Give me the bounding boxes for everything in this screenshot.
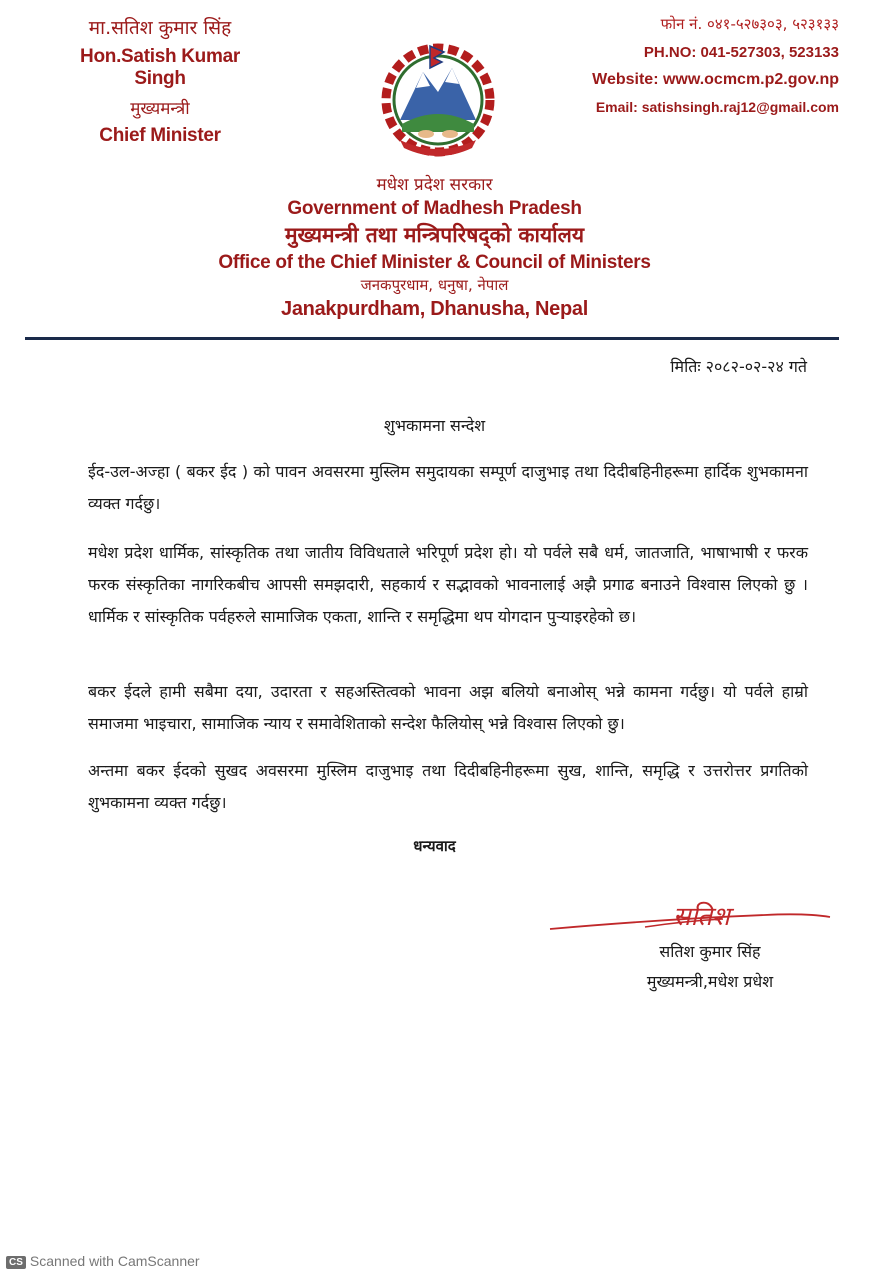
letter-date: मितिः २०८२-०२-२४ गते [670, 357, 807, 376]
phone-en: PH.NO: 041-527303, 523133 [643, 44, 839, 61]
header-left [60, 14, 260, 147]
signature-handwritten: सतिश [673, 902, 730, 932]
header-divider [25, 337, 839, 340]
camscanner-watermark [6, 1253, 200, 1269]
signature-icon [545, 895, 835, 940]
phone-np: फोन नं. ०४१-५२७३०३, ५२३१३३ [660, 15, 839, 33]
paragraph-3: बकर ईदले हामी सबैमा दया, उदारता र सहअस्तित्वको भावना अझ बलियो बनाओस् भन्ने कामना गर्दछु। यो पर्वले हाम्रो समाजमा भाइचारा, सामाजिक न्याय र समावेशिताको सन्देश फैलियोस् भन्ने विश्वास लिएको छु। [88, 682, 808, 733]
place-en: Janakpurdham, Dhanusha, Nepal [281, 298, 588, 320]
minister-name-en: Hon.Satish Kumar Singh [80, 46, 240, 89]
website-link[interactable]: Website: www.ocmcm.p2.gov.np [592, 71, 839, 88]
camscanner-icon: CS [6, 1256, 26, 1269]
paragraph-1: ईद-उल-अज्हा ( बकर ईद ) को पावन अवसरमा मुस्लिम समुदायका सम्पूर्ण दाजुभाइ तथा दिदीबहिनीहरूमा हार्दिक शुभकामना व्यक्त गर्दछु। [88, 462, 808, 513]
signatory-designation: मुख्यमन्त्री,मधेश प्रधेश [646, 972, 774, 991]
office-np: मुख्यमन्त्री तथा मन्त्रिपरिषद्को कार्यालय [284, 223, 585, 247]
signatory-name: सतिश कुमार सिंह [659, 942, 761, 961]
minister-title-np: मुख्यमन्त्री [130, 99, 190, 119]
government-np: मधेश प्रदेश सरकार [376, 175, 493, 195]
minister-title-en: Chief Minister [99, 125, 221, 146]
nepal-emblem-icon [378, 40, 498, 158]
minister-name-np: मा.सतिश कुमार सिंह [88, 17, 232, 39]
header-center [0, 172, 869, 321]
office-en: Office of the Chief Minister & Council of Ministers [218, 252, 651, 273]
paragraph-2: मधेश प्रदेश धार्मिक, सांस्कृतिक तथा जातीय विविधताले भरिपूर्ण प्रदेश हो। यो पर्वले सबै धर्म, जातजाति, भाषाभाषी र फरक फरक संस्कृतिका नागरिकबीच आपसी समझदारी, सहकार्य र सद्भावको भावनालाई अझै प्रगाढ बनाउने विश्वास लिएको छु । धार्मिक र सांस्कृतिक पर्वहरुले सामाजिक एकता, शान्ति र समृद्धिमा थप योगदान पुऱ्याइरहेको छ। [88, 543, 808, 626]
email-link[interactable]: Email: satishsingh.raj12@gmail.com [595, 99, 839, 115]
government-en: Government of Madhesh Pradesh [287, 198, 582, 219]
header-right [592, 14, 839, 115]
closing-thanks: धन्यवाद [413, 837, 456, 855]
place-np: जनकपुरधाम, धनुषा, नेपाल [360, 276, 509, 294]
letter-subject: शुभकामना सन्देश [383, 416, 486, 435]
camscanner-text: Scanned with CamScanner [29, 1253, 200, 1269]
paragraph-4: अन्तमा बकर ईदको सुखद अवसरमा मुस्लिम दाजुभाइ तथा दिदीबहिनीहरूमा सुख, शान्ति, समृद्धि र उत्तरोत्तर प्रगतिको शुभकामना व्यक्त गर्दछु। [88, 761, 808, 812]
